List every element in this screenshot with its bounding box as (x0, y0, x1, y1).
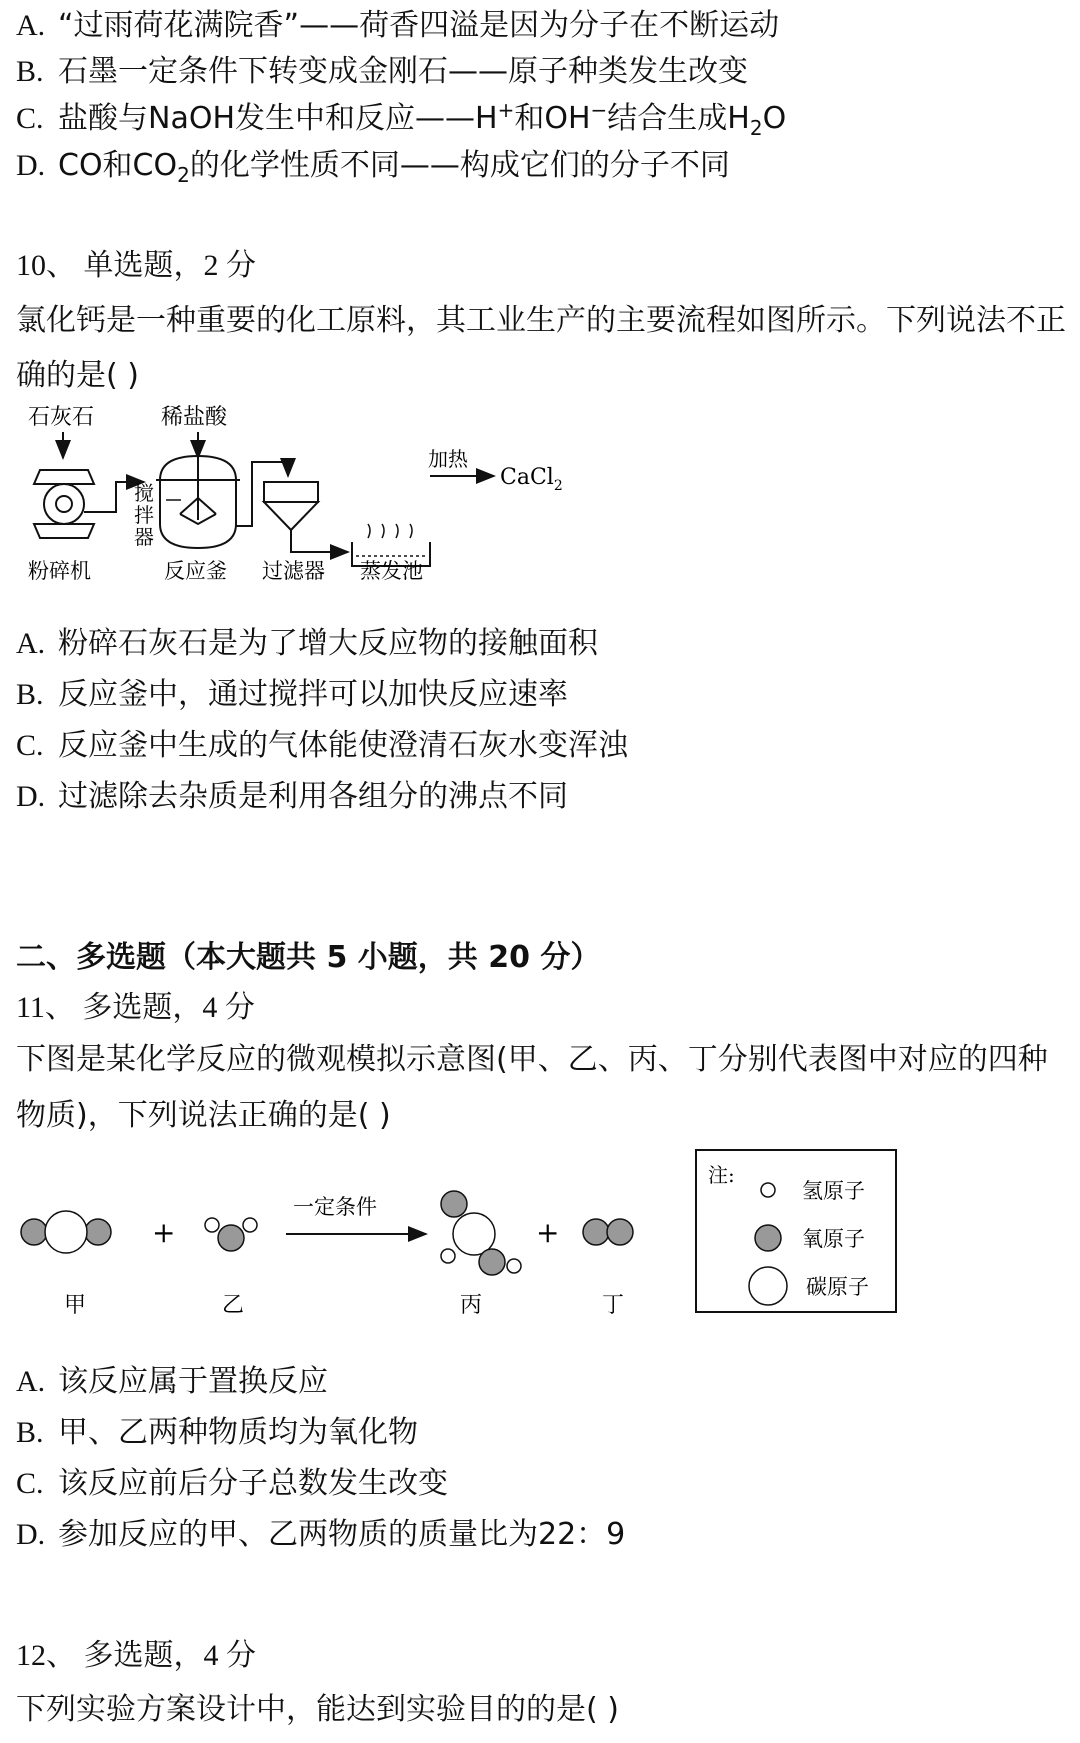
option-letter: D. (16, 149, 46, 182)
text-part: O (762, 101, 787, 136)
option-letter: B. (16, 1416, 44, 1449)
label-crusher: 粉碎机 (28, 559, 91, 583)
legend-oxygen: 氧原子 (802, 1227, 865, 1251)
q10-stem-line1: 氯化钙是一种重要的化工原料，其工业生产的主要流程如图所示。下列说法不正 (16, 303, 1066, 338)
q10-stem-line2: 确的是( ) (16, 358, 139, 393)
section-2-title: 二、多选题（本大题共 5 小题，共 20 分） (16, 940, 601, 975)
q11-option-c[interactable] (16, 1464, 448, 1504)
arrow-filter-to-evaporator (291, 540, 348, 552)
option-letter: B. (16, 678, 44, 711)
q10-header: 10、 单选题，2 分 (16, 249, 256, 282)
oxygen-atom-icon (755, 1225, 781, 1251)
option-letter: D. (16, 780, 46, 813)
filter-icon (264, 482, 318, 540)
product-subscript: 2 (553, 478, 563, 494)
subscript: 2 (749, 116, 763, 140)
option-letter: A. (16, 627, 46, 660)
option-letter: B. (16, 55, 44, 88)
text-part: 盐酸与NaOH发生中和反应——H (58, 101, 498, 136)
q9-option-a[interactable] (16, 6, 779, 46)
calcium-chloride-flow-diagram (16, 400, 576, 584)
label-yi: 乙 (222, 1293, 245, 1318)
molecule-bing-icon (441, 1191, 521, 1275)
label-heat: 加热 (428, 447, 468, 471)
legend-carbon: 碳原子 (806, 1275, 869, 1299)
option-text (58, 148, 730, 187)
label-condition: 一定条件 (293, 1195, 377, 1219)
q11-stem-line1: 下图是某化学反应的微观模拟示意图(甲、乙、丙、丁分别代表图中对应的四种 (16, 1042, 1048, 1077)
plus-sign-2: + (536, 1216, 560, 1249)
option-letter: A. (16, 1365, 46, 1398)
option-text: 过滤除去杂质是利用各组分的沸点不同 (58, 779, 568, 814)
superscript: + (497, 98, 515, 122)
q10-option-c[interactable] (16, 726, 628, 766)
label-evaporator: 蒸发池 (360, 559, 423, 583)
option-text: 该反应前后分子总数发生改变 (58, 1466, 448, 1501)
text-part: 结合生成H (607, 101, 750, 136)
label-stirrer-3: 器 (134, 525, 154, 549)
q9-option-c[interactable] (16, 99, 786, 139)
option-text: 粉碎石灰石是为了增大反应物的接触面积 (58, 626, 598, 661)
q11-header: 11、 多选题，4 分 (16, 991, 255, 1024)
q9-option-d[interactable] (16, 146, 730, 186)
superscript: − (590, 98, 608, 122)
label-stirrer-2: 拌 (134, 503, 154, 527)
q10-option-b[interactable] (16, 675, 568, 715)
arrow-reactor-to-filter (236, 462, 288, 526)
q11-option-a[interactable] (16, 1362, 328, 1402)
q11-option-d[interactable] (16, 1515, 625, 1555)
legend-box (696, 1150, 896, 1312)
hydrogen-atom-icon (761, 1183, 775, 1197)
product-formula: CaCl (500, 465, 554, 490)
q12-stem-line1: 下列实验方案设计中，能达到实验目的的是( ) (16, 1692, 619, 1727)
option-text: 反应釜中生成的气体能使澄清石灰水变浑浊 (58, 728, 628, 763)
text-part: CO和CO (58, 148, 178, 183)
option-letter: D. (16, 1518, 46, 1551)
reactor-icon (156, 456, 240, 548)
option-letter: A. (16, 9, 46, 42)
q10-option-d[interactable] (16, 777, 568, 817)
legend-hydrogen: 氢原子 (802, 1179, 865, 1203)
molecule-yi-icon (205, 1218, 257, 1251)
option-text: “过雨荷花满院香”——荷香四溢是因为分子在不断运动 (58, 8, 780, 43)
carbon-atom-icon (749, 1267, 787, 1305)
option-text: 该反应属于置换反应 (58, 1364, 328, 1399)
label-product (500, 465, 563, 494)
molecular-reaction-diagram (16, 1142, 906, 1320)
crusher-icon (34, 470, 94, 538)
label-stirrer-1: 搅 (134, 481, 154, 505)
option-text (58, 98, 787, 140)
q11-stem-line2: 物质)，下列说法正确的是( ) (16, 1098, 391, 1133)
option-text: 参加反应的甲、乙两物质的质量比为22：9 (58, 1517, 626, 1552)
q9-option-b[interactable] (16, 52, 748, 92)
label-jia: 甲 (64, 1293, 87, 1318)
q12-header: 12、 多选题，4 分 (16, 1639, 256, 1672)
legend-title: 注: (708, 1163, 735, 1187)
label-limestone: 石灰石 (28, 405, 95, 430)
text-part: 和OH (514, 101, 591, 136)
option-text: 甲、乙两种物质均为氧化物 (58, 1415, 418, 1450)
label-dilute-hcl: 稀盐酸 (161, 405, 228, 430)
option-text: 反应釜中，通过搅拌可以加快反应速率 (58, 677, 568, 712)
label-bing: 丙 (460, 1293, 483, 1318)
option-letter: C. (16, 102, 44, 135)
molecule-ding-icon (583, 1219, 633, 1245)
label-reactor: 反应釜 (164, 559, 227, 583)
text-part: 的化学性质不同——构成它们的分子不同 (189, 148, 730, 183)
option-text: 石墨一定条件下转变成金刚石——原子种类发生改变 (58, 54, 748, 89)
plus-sign-1: + (152, 1216, 176, 1249)
option-letter: C. (16, 729, 44, 762)
subscript: 2 (177, 163, 190, 187)
q10-option-a[interactable] (16, 624, 598, 664)
label-filter: 过滤器 (262, 559, 325, 583)
option-letter: C. (16, 1467, 44, 1500)
label-ding: 丁 (602, 1293, 625, 1318)
q11-option-b[interactable] (16, 1413, 418, 1453)
molecule-jia-icon (21, 1211, 111, 1253)
